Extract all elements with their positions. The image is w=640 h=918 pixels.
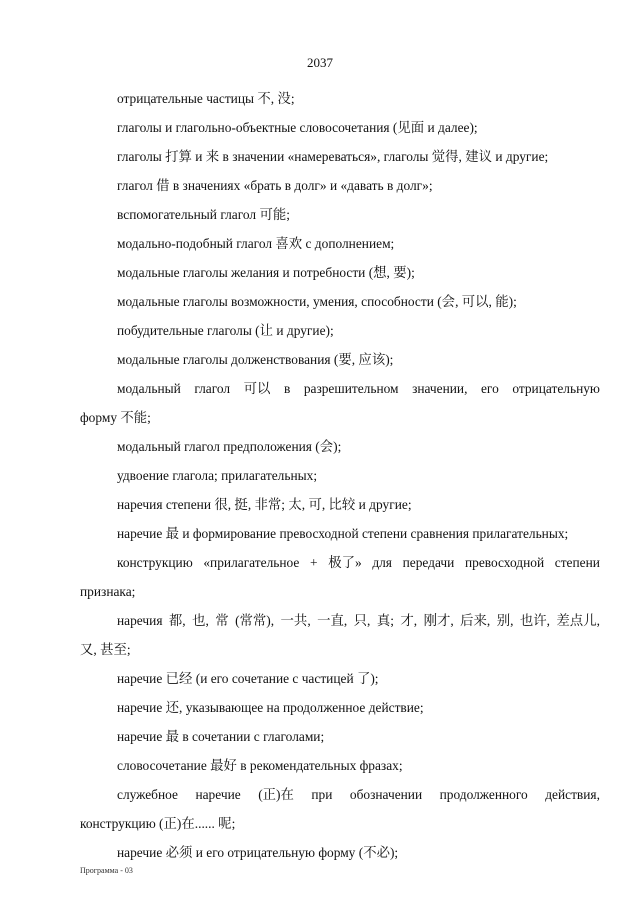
line-word: передачи	[402, 555, 455, 570]
line-word: 别,	[496, 613, 514, 628]
line-word: 只,	[353, 613, 371, 628]
text-line: отрицательные частицы 不, 没;	[117, 91, 295, 106]
text-line: 又, 甚至;	[80, 642, 131, 657]
line-word: (常常),	[235, 613, 275, 628]
line-word: значении,	[412, 381, 468, 396]
text-line: наречие 已经 (и его сочетание с частицей 了);	[117, 671, 379, 686]
text-line: модальные глаголы возможности, умения, способности (会, 可以, 能);	[117, 294, 517, 309]
text-line: наречие 还, указывающее на продолженное действие;	[117, 700, 424, 715]
text-line: побудительные глаголы (让 и другие);	[117, 323, 334, 338]
text-line: модальный глагол предположения (会);	[117, 439, 342, 454]
text-line	[0, 548, 640, 577]
text-line: глаголы 打算 и 来 в значении «намереваться», глаголы 觉得, 建议 и другие;	[117, 149, 549, 164]
line-word: его	[480, 381, 499, 396]
text-line	[0, 606, 640, 635]
line-word: глагол	[194, 381, 231, 396]
line-word: при	[311, 787, 333, 802]
text-line: наречие 必须 и его отрицательную форму (不必);	[117, 845, 399, 860]
text-body	[0, 84, 640, 867]
text-line: форму 不能;	[80, 410, 151, 425]
line-word: разрешительном	[303, 381, 399, 396]
line-word: 也许,	[519, 613, 550, 628]
line-word: 一共,	[280, 613, 311, 628]
line-word: в	[283, 381, 291, 396]
text-line: наречия степени 很, 挺, 非常; 太, 可, 比较 и другие;	[117, 497, 412, 512]
line-word: 可以	[243, 381, 271, 396]
line-word: отрицательную	[512, 381, 600, 396]
line-word: 才,	[400, 613, 418, 628]
line-word: (正)在	[258, 787, 294, 802]
text-line: наречие 最 и формирование превосходной степени сравнения прилагательных;	[117, 526, 569, 541]
line-word: действия,	[545, 787, 600, 802]
line-word: для	[372, 555, 392, 570]
text-line	[0, 780, 640, 809]
line-word: «прилагательное	[203, 555, 300, 570]
line-word: наречие	[195, 787, 241, 802]
line-word: 真;	[376, 613, 394, 628]
text-line: модальные глаголы желания и потребности (想, 要);	[117, 265, 415, 280]
line-word: модальный	[117, 381, 181, 396]
text-line: удвоение глагола; прилагательных;	[117, 468, 318, 483]
text-line	[0, 374, 640, 403]
line-word: 差点儿,	[556, 613, 600, 628]
line-word: наречия	[117, 613, 163, 628]
line-word: степени	[554, 555, 600, 570]
line-word: 常	[215, 613, 229, 628]
text-line: модальные глаголы долженствования (要, 应该);	[117, 352, 394, 367]
line-word: 刚才,	[423, 613, 454, 628]
text-line: глаголы и глагольно-объектные словосочетания (见面 и далее);	[117, 120, 478, 135]
line-word: 极了»	[328, 555, 362, 570]
line-word: 一直,	[317, 613, 348, 628]
text-line: признака;	[80, 584, 136, 599]
text-line: конструкцию (正)在...... 呢;	[80, 816, 236, 831]
line-word: превосходной	[464, 555, 545, 570]
text-line: вспомогательный глагол 可能;	[117, 207, 290, 222]
line-word: 后来,	[460, 613, 491, 628]
line-word: продолженного	[439, 787, 528, 802]
text-line: глагол 借 в значениях «брать в долг» и «давать в долг»;	[117, 178, 433, 193]
page-number: 2037	[307, 55, 333, 70]
line-word: служебное	[117, 787, 178, 802]
line-word: 也,	[192, 613, 209, 628]
line-word: конструкцию	[117, 555, 193, 570]
footer-note: Программа - 03	[80, 866, 133, 875]
text-line: наречие 最 в сочетании с глаголами;	[117, 729, 325, 744]
line-word: +	[309, 555, 318, 570]
line-word: 都,	[168, 613, 186, 628]
text-line: модально-подобный глагол 喜欢 с дополнением;	[117, 236, 395, 251]
text-line: словосочетание 最好 в рекомендательных фразах;	[117, 758, 403, 773]
line-word: обозначении	[349, 787, 423, 802]
